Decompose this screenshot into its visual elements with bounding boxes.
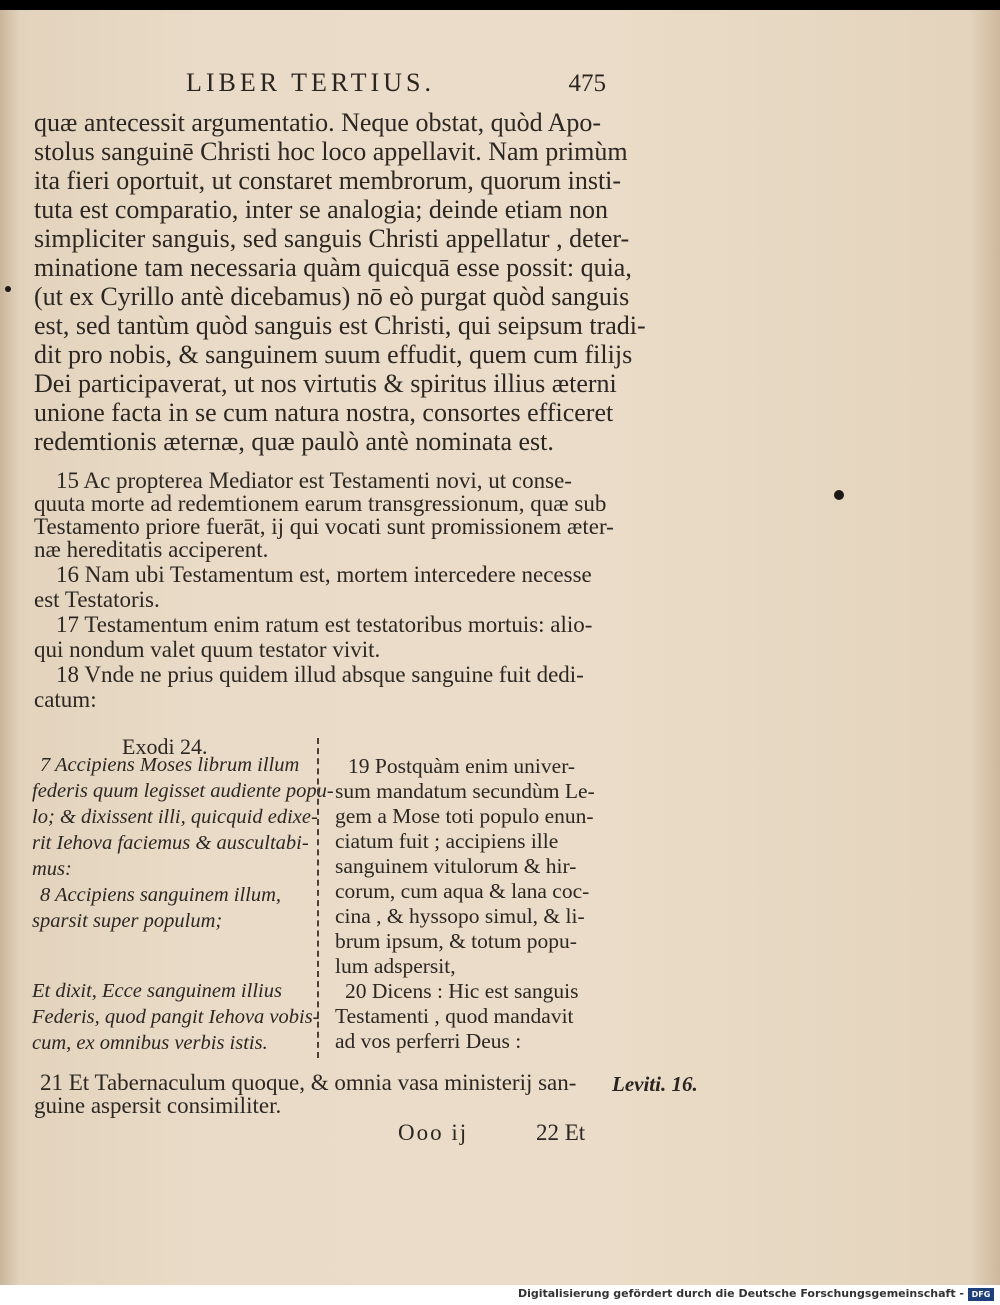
running-title: LIBER TERTIUS. xyxy=(186,68,435,97)
verse-line: guine aspersit consimiliter. xyxy=(34,1093,282,1118)
body-line: stolus sanguinē Christi hoc loco appellavit. Nam primùm xyxy=(34,137,628,166)
right-column-line: ciatum fuit ; accipiens ille xyxy=(335,829,559,853)
right-column-line: 19 Postquàm enim univer- xyxy=(348,754,576,778)
catchword: 22 Et xyxy=(536,1120,586,1145)
verse-line: qui nondum valet quum testator vivit. xyxy=(34,637,381,662)
right-column-line: ad vos perferri Deus : xyxy=(335,1029,522,1053)
right-column-line: gem a Mose toti populo enun- xyxy=(335,804,594,828)
right-column-line: lum adspersit, xyxy=(335,954,456,978)
footer-credit: Digitalisierung gefördert durch die Deutsche Forschungsgemeinschaft - xyxy=(517,1287,964,1300)
verse-line: 16 Nam ubi Testamentum est, mortem intercedere necesse xyxy=(56,562,592,587)
body-line: (ut ex Cyrillo antè dicebamus) nō eò purgat quòd sanguis xyxy=(34,282,630,311)
verse-line: næ hereditatis acciperent. xyxy=(34,537,269,562)
right-column-line: brum ipsum, & totum popu- xyxy=(335,929,577,953)
body-line: quæ antecessit argumentatio. Neque obstat, quòd Apo- xyxy=(34,108,602,137)
running-head xyxy=(186,68,606,98)
body-line: ita fieri oportuit, ut constaret membrorum, quorum insti- xyxy=(34,166,622,195)
right-column-line: sum mandatum secundùm Le- xyxy=(335,779,595,803)
left-column-line: 7 Accipiens Moses librum illum xyxy=(40,754,300,776)
right-column-line: sanguinem vitulorum & hir- xyxy=(335,854,577,878)
dfg-logo: DFG xyxy=(968,1288,994,1301)
left-column-line: 8 Accipiens sanguinem illum, xyxy=(40,884,282,906)
right-column-line: cina , & hyssopo simul, & li- xyxy=(335,904,585,928)
signature-mark: Ooo ij xyxy=(398,1120,469,1145)
left-column-line: rit Iehova faciemus & auscultabi- xyxy=(32,832,309,854)
verse-line: 15 Ac propterea Mediator est Testamenti novi, ut conse- xyxy=(56,468,572,493)
verse-line: catum: xyxy=(34,687,97,712)
body-line: est, sed tantùm quòd sanguis est Christi, qui seipsum tradi- xyxy=(34,311,646,340)
verse-line: 21 Et Tabernaculum quoque, & omnia vasa ministerij san- xyxy=(40,1070,577,1095)
body-line: tuta est comparatio, inter se analogia; deinde etiam non xyxy=(34,195,608,224)
right-column-line: 20 Dicens : Hic est sanguis xyxy=(345,979,579,1003)
right-column-line: corum, cum aqua & lana coc- xyxy=(335,879,590,903)
verse-line: est Testatoris. xyxy=(34,587,160,612)
left-column-line: Et dixit, Ecce sanguinem illius xyxy=(32,980,282,1002)
body-line: Dei participaverat, ut nos virtutis & spiritus illius æterni xyxy=(34,369,617,398)
exodi-heading: Exodi 24. xyxy=(122,734,208,759)
body-line: simpliciter sanguis, sed sanguis Christi appellatur , deter- xyxy=(34,224,630,253)
column-separator xyxy=(317,738,319,1058)
ink-spot xyxy=(5,286,11,292)
body-line: dit pro nobis, & sanguinem suum effudit, quem cum filijs xyxy=(34,340,633,369)
margin-note-leviti: Leviti. 16. xyxy=(612,1072,698,1096)
body-line: minatione tam necessaria quàm quicquā esse possit: quia, xyxy=(34,253,632,282)
left-column-line: mus: xyxy=(32,858,72,880)
left-column-line: federis quum legisset audiente popu- xyxy=(32,780,334,802)
verse-line: quuta morte ad redemtionem earum transgressionum, quæ sub xyxy=(34,491,607,516)
verse-line: 17 Testamentum enim ratum est testatoribus mortuis: alio- xyxy=(56,612,593,637)
right-column-line: Testamenti , quod mandavit xyxy=(335,1004,574,1028)
left-column-line: lo; & dixissent illi, quicquid edixe- xyxy=(32,806,318,828)
book-page xyxy=(0,10,1000,1285)
body-line: redemtionis æternæ, quæ paulò antè nominata est. xyxy=(34,427,554,456)
verse-line: Testamento priore fuerāt, ij qui vocati sunt promissionem æter- xyxy=(34,514,614,539)
left-column-line: sparsit super populum; xyxy=(32,910,223,932)
page-number: 475 xyxy=(568,70,606,97)
left-column-line: cum, ex omnibus verbis istis. xyxy=(32,1032,268,1054)
verse-line: 18 Vnde ne prius quidem illud absque sanguine fuit dedi- xyxy=(56,662,584,687)
left-column-line: Federis, quod pangit Iehova vobis- xyxy=(32,1006,320,1028)
ink-spot xyxy=(834,490,844,500)
body-line: unione facta in se cum natura nostra, consortes efficeret xyxy=(34,398,614,427)
